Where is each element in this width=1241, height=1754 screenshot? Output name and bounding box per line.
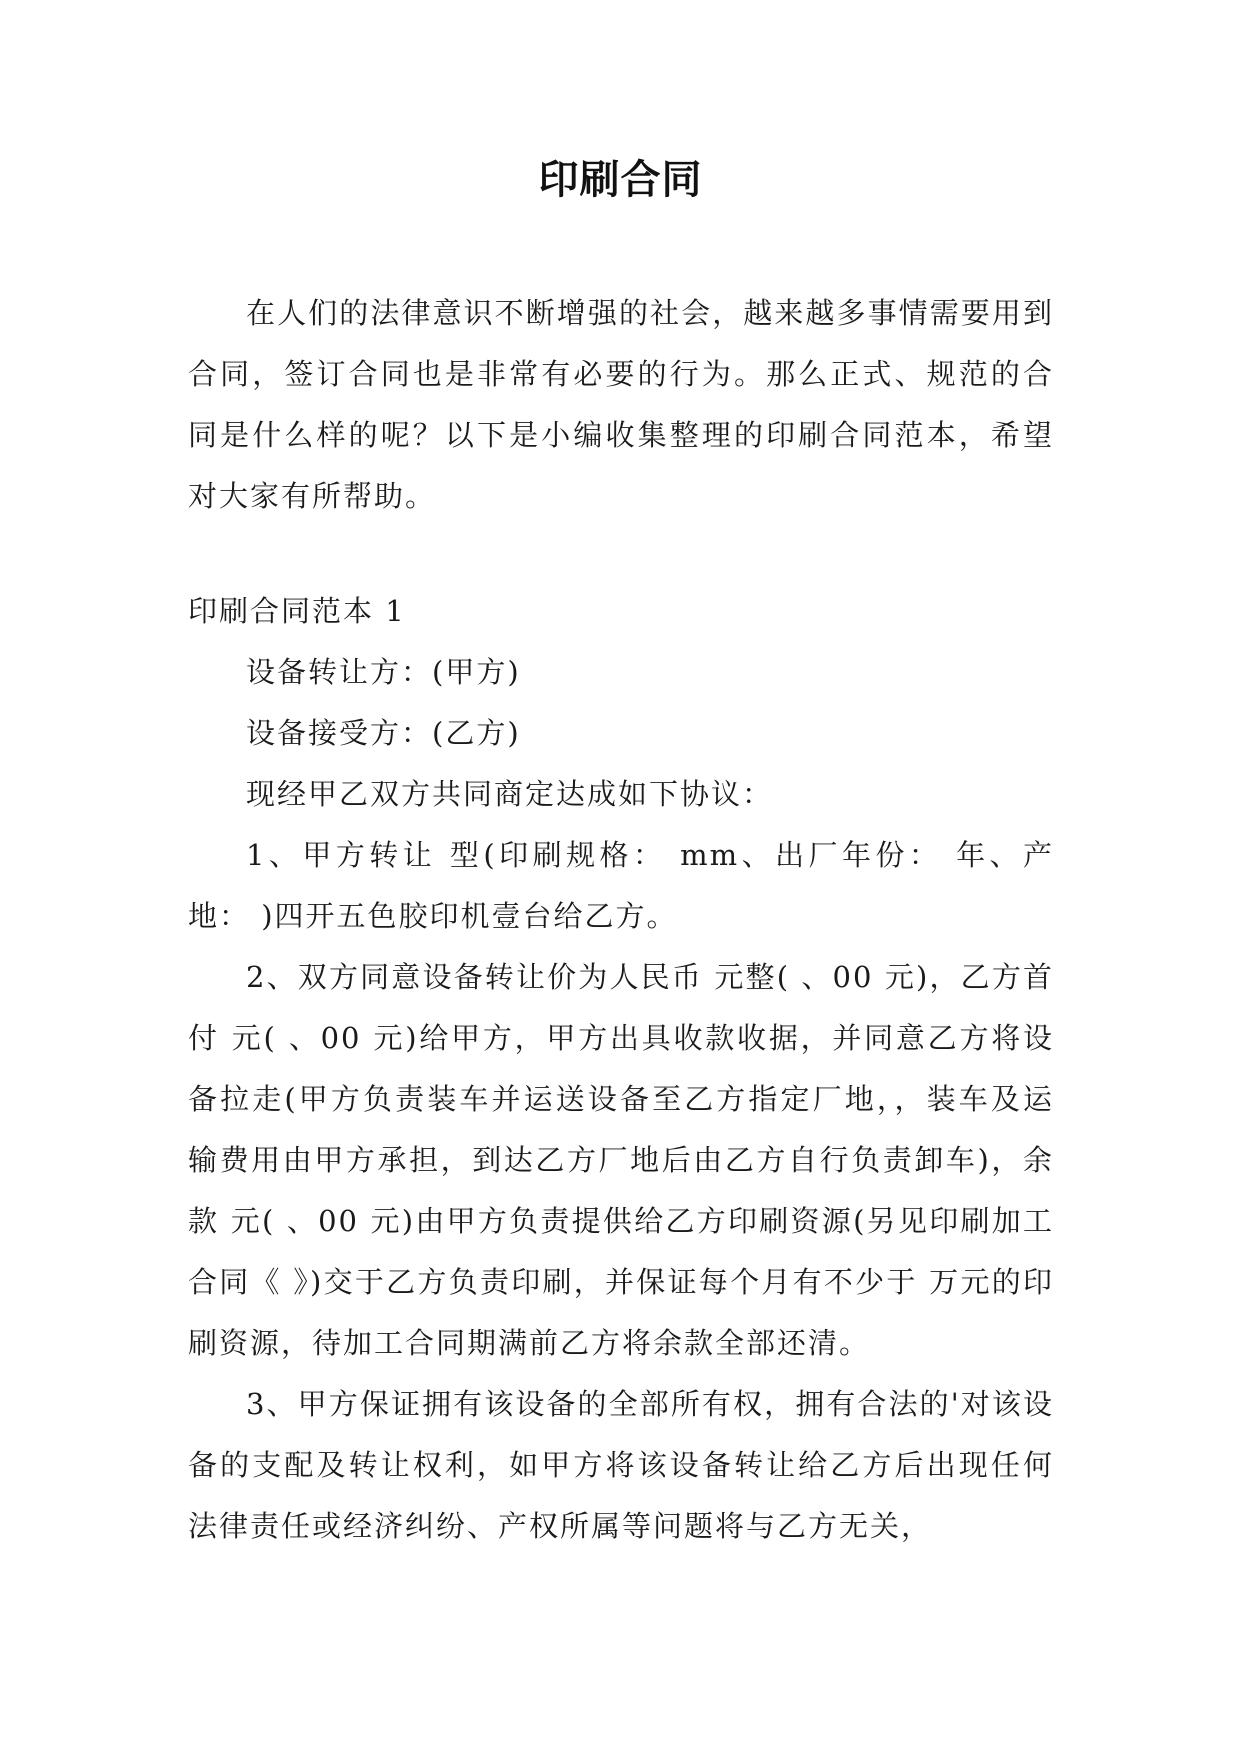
paragraph-gap <box>188 527 1054 581</box>
clause-1: 1、甲方转让 型(印刷规格： mm、出厂年份： 年、产地： )四开五色胶印机壹台给乙方。 <box>188 838 1054 933</box>
agreement-intro: 现经甲乙双方共同商定达成如下协议： <box>246 777 774 811</box>
clause-3: 3、甲方保证拥有该设备的全部所有权，拥有合法的'对该设备的支配及转让权利，如甲方将该设备转让给乙方后出现任何法律责任或经济纠纷、产权所属等问题将与乙方无关， <box>188 1387 1054 1543</box>
party-b-line: 设备接受方：(乙方) <box>246 716 521 750</box>
intro-paragraph: 在人们的法律意识不断增强的社会，越来越多事情需要用到合同，签订合同也是非常有必要的行为。那么正式、规范的合同是什么样的呢？以下是小编收集整理的印刷合同范本，希望对大家有所帮助。 <box>188 296 1054 513</box>
party-a-line: 设备转让方：(甲方) <box>246 655 521 689</box>
document-body <box>188 283 1054 1557</box>
document-title: 印刷合同 <box>538 157 703 203</box>
section-heading: 印刷合同范本 1 <box>188 594 406 628</box>
clause-2: 2、双方同意设备转让价为人民币 元整( 、00 元)，乙方首付 元( 、00 元)给甲方，甲方出具收款收据，并同意乙方将设备拉走(甲方负责装车并运送设备至乙方指定厂地，，装车及运输费用由甲方承担，到达乙方厂地后由乙方自行负责卸车)，余款 元( 、00 元)由甲方负责提供给乙方印刷资源(另见印刷加工合同《 》)交于乙方负责印刷，并保证每个月有不少于 万元的印刷资源，待加工合同期满前乙方将余款全部还清。 <box>188 960 1054 1360</box>
